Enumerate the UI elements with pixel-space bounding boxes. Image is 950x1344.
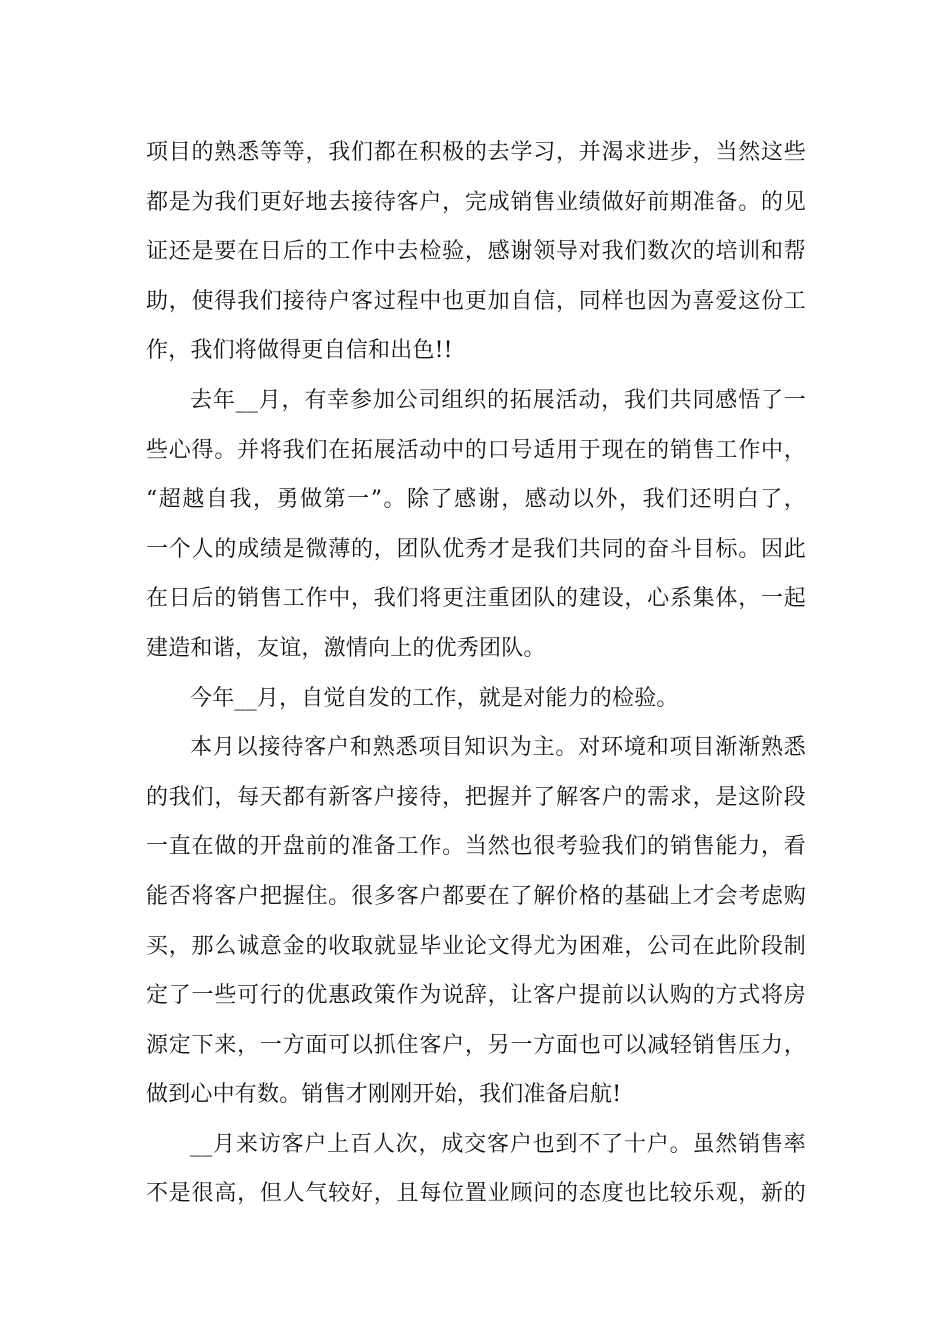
text-line: 不是很高，但人气较好，且每位置业顾问的态度也比较乐观，新的 <box>146 1181 806 1207</box>
text-line: 在日后的销售工作中，我们将更注重团队的建设，心系集体，一起 <box>146 586 806 612</box>
text-line: 买，那么诚意金的收取就显毕业论文得尤为困难，公司在此阶段制 <box>146 933 806 959</box>
paragraph-1 <box>146 128 806 376</box>
text-line: 些心得。并将我们在拓展活动中的口号适用于现在的销售工作中， <box>146 437 806 463</box>
text-line: 作，我们将做得更自信和出色!! <box>146 338 453 364</box>
paragraph-2 <box>146 376 806 674</box>
paragraph-3 <box>146 674 806 724</box>
document-page <box>146 128 806 1219</box>
text-line: 定了一些可行的优惠政策作为说辞，让客户提前以认购的方式将房 <box>146 983 806 1009</box>
text-line: 能否将客户把握住。很多客户都要在了解价格的基础上才会考虑购 <box>146 883 806 909</box>
text-line: 建造和谐，友谊，激情向上的优秀团队。 <box>146 635 546 661</box>
text-line: 源定下来，一方面可以抓住客户，另一方面也可以减轻销售压力， <box>146 1032 806 1058</box>
text-line: 今年__月，自觉自发的工作，就是对能力的检验。 <box>190 685 679 711</box>
text-line: 都是为我们更好地去接待客户，完成销售业绩做好前期准备。的见 <box>146 189 806 215</box>
text-line: 一直在做的开盘前的准备工作。当然也很考验我们的销售能力，看 <box>146 834 806 860</box>
text-line: 本月以接待客户和熟悉项目知识为主。对环境和项目渐渐熟悉 <box>190 735 806 761</box>
text-line: __月来访客户上百人次，成交客户也到不了十户。虽然销售率 <box>190 1131 806 1157</box>
text-line: 去年__月，有幸参加公司组织的拓展活动，我们共同感悟了一 <box>190 387 806 413</box>
text-line: 助，使得我们接待户客过程中也更加自信，同样也因为喜爱这份工 <box>146 288 806 314</box>
paragraph-5 <box>146 1120 806 1219</box>
paragraph-4 <box>146 723 806 1120</box>
text-line: 证还是要在日后的工作中去检验，感谢领导对我们数次的培训和帮 <box>146 239 806 265</box>
text-line: 项目的熟悉等等，我们都在积极的去学习，并渴求进步，当然这些 <box>146 140 806 165</box>
text-line: 做到心中有数。销售才刚刚开始，我们准备启航! <box>146 1082 622 1108</box>
text-line: 的我们，每天都有新客户接待，把握并了解客户的需求，是这阶段 <box>146 784 806 810</box>
text-line: 一个人的成绩是微薄的，团队优秀才是我们共同的奋斗目标。因此 <box>146 536 806 562</box>
text-line: “超越自我，勇做第一”。除了感谢，感动以外，我们还明白了， <box>146 487 806 513</box>
